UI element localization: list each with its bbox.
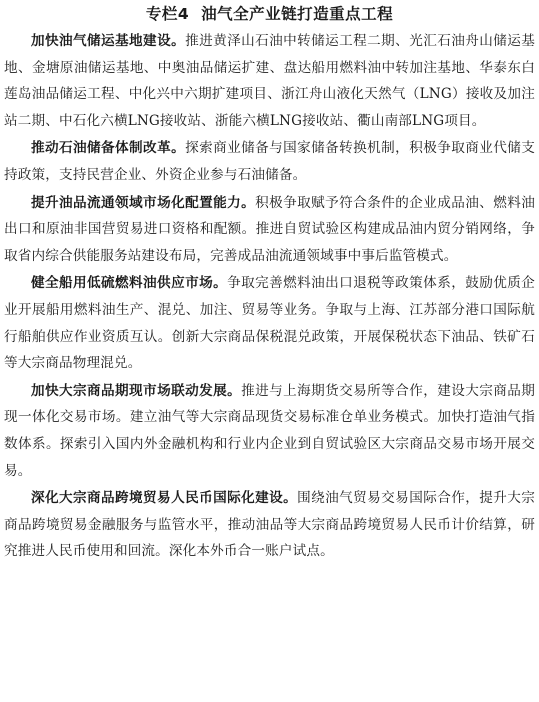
paragraph-lead: 推动石油储备体制改革。 xyxy=(31,140,186,157)
paragraph-body: 围绕油气贸易交易国际合作，提升大宗商品跨境贸易金融服务与监管水平，推动油品等大宗商品跨境贸易人民币计价结算，研究推进人民币使用和回流。深化本外币合一账户试点。 xyxy=(4,490,535,560)
paragraph-oil-circulation-market xyxy=(4,190,535,270)
paragraph-body: 推进与上海期货交易所等合作，建设大宗商品期现一体化交易市场。建立油气等大宗商品现货交易标准仓单业务模式。加快打造油气指数体系。探索引入国内外金融机构和行业内企业到自贸试验区大宗商品交易市场开展交易。 xyxy=(4,382,535,479)
box-number: 专栏4 xyxy=(145,5,190,23)
paragraph-lead: 深化大宗商品跨境贸易人民币国际化建设。 xyxy=(31,490,298,507)
paragraph-lead: 提升油品流通领域市场化配置能力。 xyxy=(31,194,256,211)
paragraph-rmb-internationalization xyxy=(4,485,535,565)
box-title xyxy=(4,4,535,25)
paragraph-lead: 加快油气储运基地建设。 xyxy=(31,33,186,49)
paragraph-body: 积极争取赋予符合条件的企业成品油、燃料油出口和原油非国营贸易进口资格和配额。推进自贸试验区构建成品油内贸分销网络，争取省内综合供能服务站建设布局，完善成品油流通领域事中事后监管模式。 xyxy=(4,194,536,264)
paragraph-futures-spot-linkage xyxy=(4,378,535,484)
document-page xyxy=(4,4,535,566)
paragraph-lead: 健全船用低硫燃料油供应市场。 xyxy=(31,275,228,292)
box-heading: 油气全产业链打造重点工程 xyxy=(201,5,394,23)
paragraph-body: 推进黄泽山石油中转储运工程二期、光汇石油舟山储运基地、金塘原油储运基地、中奥油品储运扩建、盘达船用燃料油中转加注基地、华泰东白莲岛油品储运工程、中化兴中六期扩建项目、浙江舟山液化天然气（LNG）接收及加注站二期、中石化六横LNG接收站、浙能六横LNG接收站、衢山南部LNG项目。 xyxy=(4,33,535,129)
paragraph-lead: 加快大宗商品期现市场联动发展。 xyxy=(31,382,242,399)
paragraph-oil-reserve-reform xyxy=(4,135,535,188)
paragraph-body: 探索商业储备与国家储备转换机制，积极争取商业代储支持政策，支持民营企业、外资企业参与石油储备。 xyxy=(4,140,535,183)
paragraph-oil-gas-storage-base xyxy=(4,28,535,134)
paragraph-low-sulfur-fuel-market xyxy=(4,270,535,376)
paragraph-body: 争取完善燃料油出口退税等政策体系，鼓励优质企业开展船用燃料油生产、混兑、加注、贸易等业务。争取与上海、江苏部分港口国际航行船舶供应作业资质互认。创新大宗商品保税混兑政策，开展保税状态下油品、铁矿石等大宗商品物理混兑。 xyxy=(4,275,535,372)
